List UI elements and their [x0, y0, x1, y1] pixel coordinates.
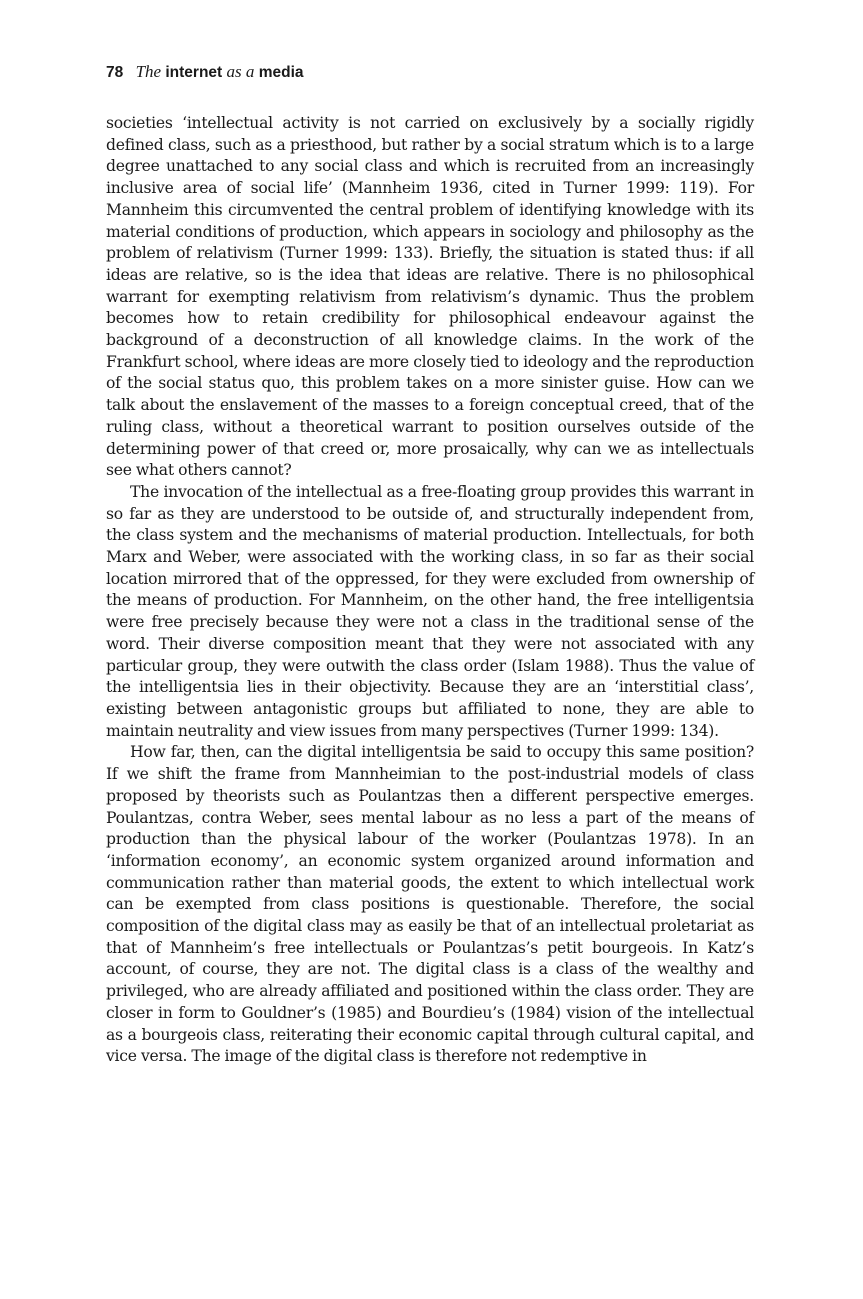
running-head [106, 62, 754, 83]
page-number: 78 [106, 64, 124, 81]
running-head-title-part: media [258, 64, 304, 81]
running-head-title-part: internet [165, 64, 223, 81]
paragraph: How far, then, can the digital intelligentsia be said to occupy this same position? If we shift the frame from Mannheimian to the post-industrial models of class proposed by theorists such as Poulantzas then a different perspective emerges. Poulantzas, contra Weber, sees mental labour as no less a part of the means of production than the physical labour of the worker (Poulantzas 1978). In an ‘information economy’, an economic system organized around information and communication rather than material goods, the extent to which intellectual work can be exempted from class positions is questionable. Therefore, the social composition of the digital class may as easily be that of an intellectual proletariat as that of Mannheim’s free intellectuals or Poulantzas’s petit bourgeois. In Katz’s account, of course, they are not. The digital class is a class of the wealthy and privileged, who are already affiliated and positioned within the class order. They are closer in form to Gouldner’s (1985) and Bourdieu’s (1984) vision of the intellectual as a bourgeois class, reiterating their economic capital through cultural capital, and vice versa. The image of the digital class is therefore not redemptive in [106, 743, 754, 1066]
paragraph: The invocation of the intellectual as a free-floating group provides this warrant in so far as they are understood to be outside of, and structurally independent from, the class system and the mechanisms of material production. Intellectuals, for both Marx and Weber, were associated with the working class, in so far as their social location mirrored that of the oppressed, for they were excluded from ownership of the means of production. For Mannheim, on the other hand, the free intelligentsia were free precisely because they were not a class in the traditional sense of the word. Their diverse composition meant that they were not associated with any particular group, they were outwith the class order (Islam 1988). Thus the value of the intelligentsia lies in their objectivity. Because they are an ‘interstitial class’, existing between antagonistic groups but affiliated to none, they are able to maintain neutrality and view issues from many perspectives (Turner 1999: 134). [106, 482, 754, 740]
running-head-title-part: The [135, 62, 162, 81]
body-text [106, 113, 754, 1068]
book-page [106, 62, 754, 1068]
paragraph: societies ‘intellectual activity is not carried on exclusively by a socially rigidly defined class, such as a priesthood, but rather by a social stratum which is to a large degree unattached to any social class and which is recruited from an increasingly inclusive area of social life’ (Mannheim 1936, cited in Turner 1999: 119). For Mannheim this circumvented the central problem of identifying knowledge with its material conditions of production, which appears in sociology and philosophy as the problem of relativism (Turner 1999: 133). Briefly, the situation is stated thus: if all ideas are relative, so is the idea that ideas are relative. There is no philosophical warrant for exempting relativism from relativism’s dynamic. Thus the problem becomes how to retain credibility for philosophical endeavour against the background of a deconstruction of all knowledge claims. In the work of the Frankfurt school, where ideas are more closely tied to ideology and the reproduction of the social status quo, this problem takes on a more sinister guise. How can we talk about the enslavement of the masses to a foreign conceptual creed, that of the ruling class, without a theoretical warrant to position ourselves outside of the determining power of that creed or, more prosaically, why can we as intellectuals see what others cannot? [106, 114, 754, 480]
running-head-title-part: as a [226, 62, 255, 81]
